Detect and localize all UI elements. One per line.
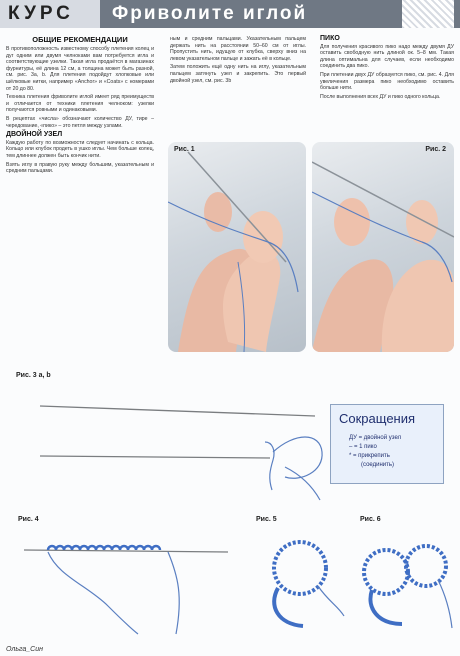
abbrev-du: ДУ = двойной узел <box>349 435 402 441</box>
tatting-rings-6 <box>352 516 456 636</box>
general-paragraph-3: В рецептах «числа» обозначают количество ДУ, тире – чередование, «пико» – это петля между узлами. <box>6 115 154 129</box>
picot-heading: ПИКО <box>320 35 340 42</box>
course-tab <box>0 0 100 28</box>
column-right <box>320 36 454 136</box>
abbrev-attach: * = прикрепить <box>349 453 390 459</box>
hands-with-needle-image <box>168 142 306 352</box>
middle-paragraph-1: ным и средним пальцами. Указательным пальцем держать нить на расстоянии 50–60 см от иглы. Пропустить нить, идущую от клубка, сверху вниз на левом указательном пальце и зажать её в кольце. <box>170 36 306 62</box>
page-title: Фриволите иглой <box>112 3 308 24</box>
fig2-label: Рис. 2 <box>425 146 446 153</box>
general-paragraph-2: Техника плетения фриволите иглой имеет ряд преимуществ и отличается от техники плетения челноком: узелки получаются ровными и одинаковыми. <box>6 94 154 114</box>
column-middle <box>170 36 306 136</box>
general-heading: ОБЩИЕ РЕКОМЕНДАЦИИ <box>32 35 128 44</box>
double-knot-paragraph-1: Каждую работу по возможности следует начинать с кольца. Кольцо или клубок продеть в ушко иглы. Чем больше колец, тем длиннее должен быть кончик нити. <box>6 139 154 159</box>
course-label: КУРС <box>8 3 74 24</box>
header-decoration <box>402 0 454 28</box>
picot-paragraph-2: При плетении двух ДУ образуется пико, см. рис. 4. Для увеличения размера пико необходимо оставить больше нити. <box>320 71 454 92</box>
needle-diagram-3 <box>10 372 325 502</box>
double-knot-paragraph-2: Взять иглу в правую руку между большим, указательным и средним пальцами. <box>6 161 154 175</box>
picot-paragraph-1: Для получения красивого пико надо между двумя ДУ оставить свободную нить длиной ок. 5–8 мм. Такая длина оптимальна для случаев, если необходимо соединить два пико. <box>320 43 454 70</box>
abbrev-picot: – = 1 пико <box>349 444 377 450</box>
abbrev-join: (соединить) <box>361 462 394 468</box>
abbreviations-box <box>330 404 444 484</box>
column-left <box>6 36 154 336</box>
general-paragraph-1: В противоположность известному способу плетения колец и дуг одним или двумя челноками вам потребуется игла и соответствующие узелки. Такая игла продаётся в магазинах фурнитуры, её длина 12 см, а толщина может быть разной, см. рис. 3а, b. Для плетения подойдут хлопковые или шёлковые нитки, например «Anchor» и «Coats» с номерами от 20 до 80. <box>6 46 154 92</box>
fig6-diagram <box>352 516 456 636</box>
fig1-label: Рис. 1 <box>174 146 195 153</box>
hands-with-needle-image-2 <box>312 142 454 352</box>
picot-paragraph-3: После выполнения всех ДУ и пико одного кольца. <box>320 93 441 100</box>
fig5-label: Рис. 5 <box>256 516 277 523</box>
needle-diagram-4 <box>18 516 238 636</box>
abbreviations-title: Сокращения <box>339 411 416 426</box>
photo-fig1 <box>168 142 306 352</box>
watermark: Ольга_Син <box>6 646 43 653</box>
photo-fig2 <box>312 142 454 352</box>
middle-paragraph-2: Затем положить ещё одну нить на иглу, указательным пальцем затянуть узел и закрепить. Это первый двойной узел, см. рис. 3b <box>170 64 306 84</box>
fig3-diagram <box>10 372 325 502</box>
fig6-label: Рис. 6 <box>360 516 381 523</box>
fig4-label: Рис. 4 <box>18 516 39 523</box>
double-knot-heading: ДВОЙНОЙ УЗЕЛ <box>6 131 63 139</box>
fig5-diagram <box>248 516 348 636</box>
tatting-ring-5 <box>248 516 348 636</box>
header-bar <box>0 0 460 28</box>
fig3-label: Рис. 3 а, b <box>16 372 51 379</box>
fig4-diagram <box>18 516 238 636</box>
